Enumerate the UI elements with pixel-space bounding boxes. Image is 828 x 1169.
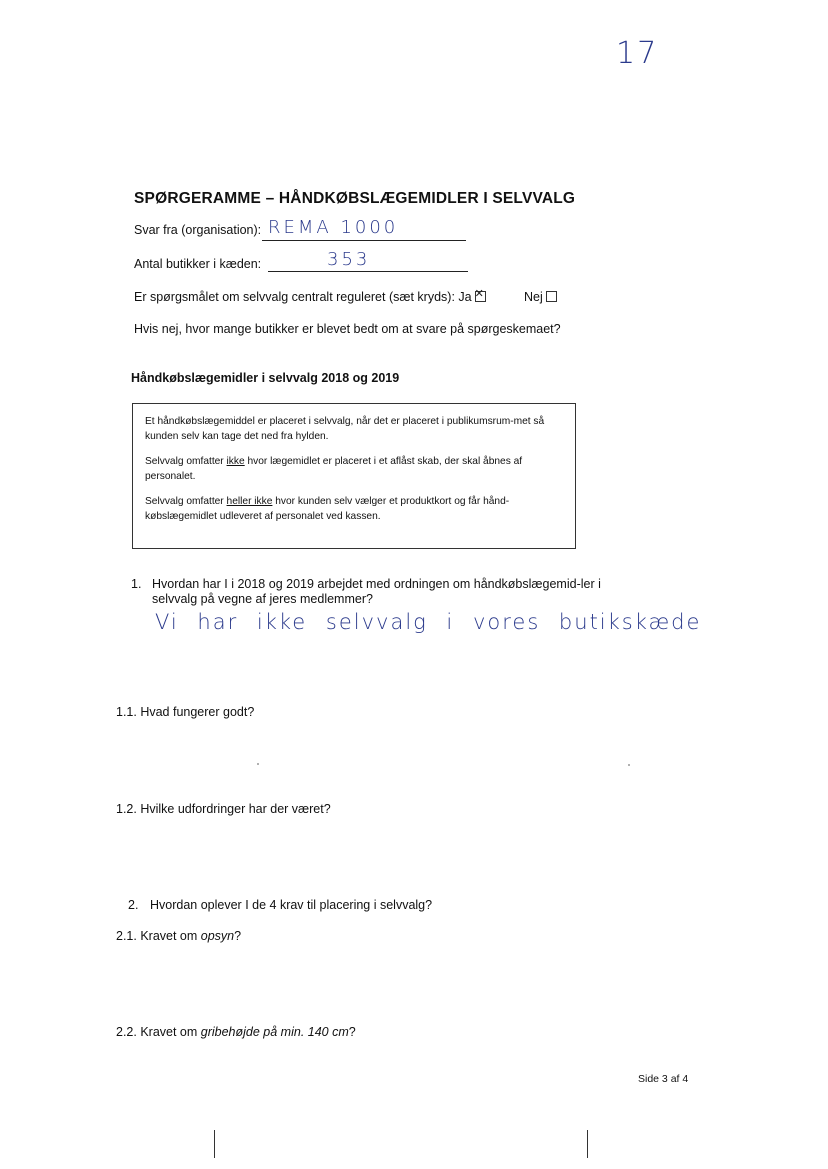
q2-1-text: 2.1. Kravet om opsyn? xyxy=(116,929,242,943)
no-checkbox[interactable] xyxy=(546,291,557,302)
scan-mark-right xyxy=(587,1130,588,1158)
q1-number: 1. xyxy=(131,577,142,591)
central-question xyxy=(134,290,486,304)
organisation-value: REMA 1000 xyxy=(268,217,399,238)
q1-2-text: 1.2. Hvilke udfordringer har der været? xyxy=(116,802,331,816)
stores-value: 353 xyxy=(327,249,371,270)
handwritten-page-number: 17 xyxy=(616,36,659,71)
definition-p1: Et håndkøbslægemiddel er placeret i selvvalg, når det er placeret i publikumsrum-met så kunden selv kan tage det ned fra hylden. xyxy=(145,416,545,442)
document-title: SPØRGERAMME – HÅNDKØBSLÆGEMIDLER I SELVVALG xyxy=(134,190,576,207)
q1-handwritten-answer: Vi har ikke selvvalg i vores butikskæde xyxy=(155,610,702,634)
followup-question: Hvis nej, hvor mange butikker er blevet bedt om at svare på spørgeskemaet? xyxy=(134,322,561,336)
q2-2-text: 2.2. Kravet om gribehøjde på min. 140 cm? xyxy=(116,1025,356,1039)
scan-speck xyxy=(628,764,630,766)
scan-mark-left xyxy=(214,1130,215,1158)
section-heading: Håndkøbslægemidler i selvvalg 2018 og 2019 xyxy=(131,371,400,385)
q2-text: Hvordan oplever I de 4 krav til placering i selvvalg? xyxy=(150,898,433,912)
definition-p3: Selvvalg omfatter heller ikke hvor kunden selv vælger et produktkort og får hånd-købslægemidlet udleveret af personalet ved kassen. xyxy=(145,496,510,522)
scan-speck xyxy=(257,763,259,765)
no-option xyxy=(524,290,557,304)
no-label: Nej xyxy=(524,290,543,304)
q1-text: Hvordan har I i 2018 og 2019 arbejdet med ordningen om håndkøbslægemid-ler i selvvalg på vegne af jeres medlemmer? xyxy=(152,577,601,606)
definition-p2: Selvvalg omfatter ikke hvor lægemidlet er placeret i et aflåst skab, der skal åbnes af personalet. xyxy=(145,456,523,482)
central-question-text: Er spørgsmålet om selvvalg centralt reguleret (sæt kryds): Ja xyxy=(134,290,472,304)
stores-label: Antal butikker i kæden: xyxy=(134,257,262,271)
definition-box xyxy=(132,403,576,549)
yes-checkbox[interactable] xyxy=(475,291,486,302)
q1-1-text: 1.1. Hvad fungerer godt? xyxy=(116,705,255,719)
page-footer: Side 3 af 4 xyxy=(638,1073,689,1085)
organisation-label: Svar fra (organisation): xyxy=(134,223,262,237)
q2-number: 2. xyxy=(128,898,139,912)
